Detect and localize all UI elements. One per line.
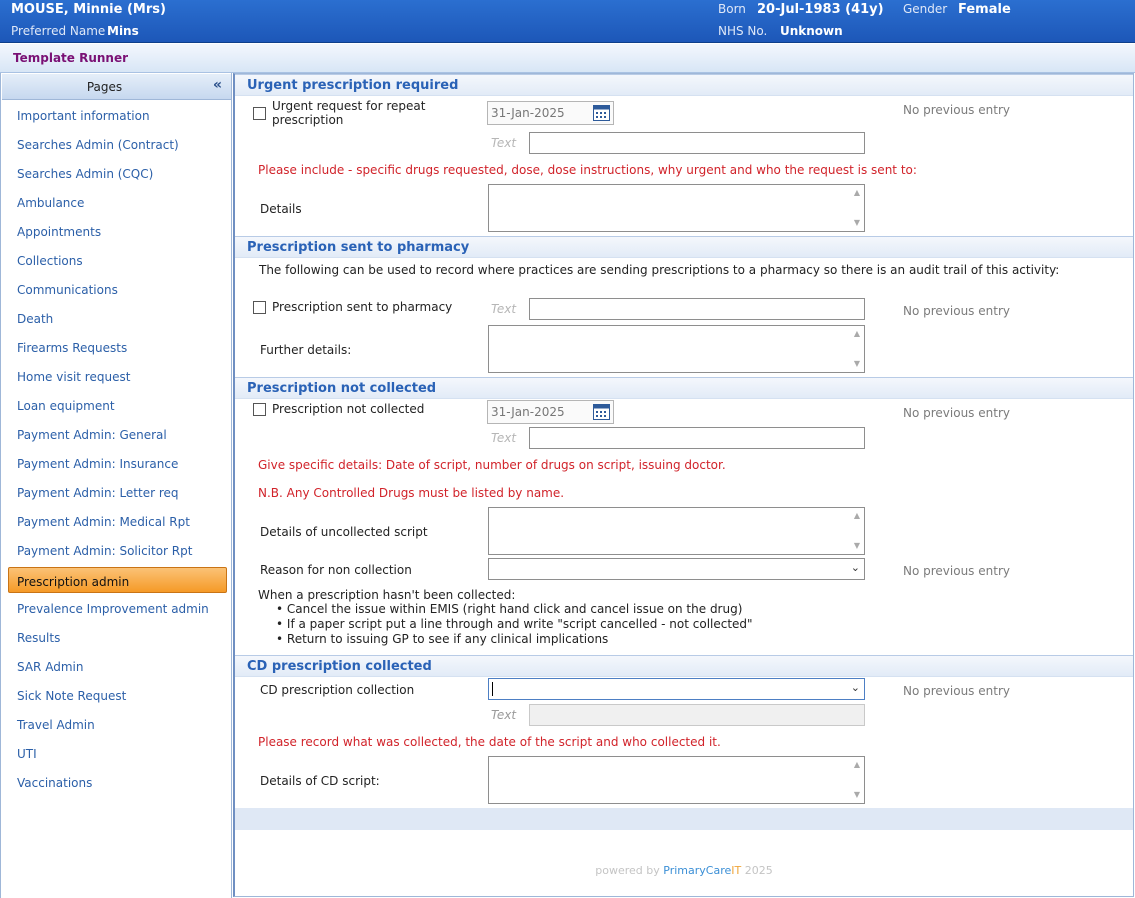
guidance-text: Return to issuing GP to see if any clinical implications	[286, 632, 609, 646]
sidebar-item[interactable]: Communications	[17, 283, 118, 297]
sidebar-item[interactable]: Ambulance	[17, 196, 85, 210]
sidebar-item[interactable]: Sick Note Request	[17, 689, 127, 703]
scroll-down-icon[interactable]: ▼	[853, 790, 861, 799]
urgent-text-placeholder-label: Text	[491, 136, 517, 150]
cd-collection-label: CD prescription collection	[260, 683, 415, 697]
sidebar-item[interactable]: Results	[17, 631, 61, 645]
sidebar-item[interactable]: Loan equipment	[17, 399, 115, 413]
scroll-down-icon[interactable]: ▼	[853, 218, 861, 227]
cd-no-previous-entry: No previous entry	[903, 684, 1010, 698]
bullet-icon: •	[276, 617, 287, 631]
not-collected-date-value: 31-Jan-2025	[491, 405, 565, 419]
sidebar-item[interactable]: Important information	[17, 109, 150, 123]
not-collected-no-previous-entry: No previous entry	[903, 406, 1010, 420]
scroll-down-icon[interactable]: ▼	[853, 359, 861, 368]
urgent-details-textarea[interactable]	[488, 184, 865, 232]
template-runner-bar	[0, 44, 1135, 73]
not-collected-label: Prescription not collected	[272, 402, 425, 416]
template-runner-title: Template Runner	[13, 51, 129, 65]
sidebar-item[interactable]: Searches Admin (CQC)	[17, 167, 154, 181]
sidebar-item[interactable]: Searches Admin (Contract)	[17, 138, 179, 152]
pages-header	[2, 74, 231, 100]
sidebar-item[interactable]: Appointments	[17, 225, 102, 239]
urgent-request-label-line2: prescription	[272, 113, 344, 127]
guidance-list	[276, 602, 753, 647]
patient-name: MOUSE, Minnie (Mrs)	[11, 2, 166, 17]
cd-collection-dropdown[interactable]	[488, 678, 865, 700]
preferred-name-label: Preferred Name	[11, 24, 106, 38]
reason-non-collection-dropdown[interactable]	[488, 558, 865, 580]
nhs-number-label: NHS No.	[718, 24, 768, 38]
sidebar-item[interactable]: Payment Admin: Letter req	[17, 486, 179, 500]
scroll-up-icon[interactable]: ▲	[853, 188, 861, 197]
scroll-up-icon[interactable]: ▲	[853, 511, 861, 520]
not-collected-instruction-2: N.B. Any Controlled Drugs must be listed by name.	[258, 486, 565, 500]
pages-sidebar	[0, 73, 232, 898]
sidebar-item[interactable]: Home visit request	[17, 370, 131, 384]
form-footer-band	[235, 808, 1133, 830]
section-title-urgent: Urgent prescription required	[247, 78, 459, 93]
guidance-text: If a paper script put a line through and write "script cancelled - not collected"	[286, 617, 753, 631]
scroll-up-icon[interactable]: ▲	[853, 329, 861, 338]
guidance-item	[276, 602, 753, 617]
sidebar-item[interactable]: Firearms Requests	[17, 341, 128, 355]
chevron-down-icon[interactable]: ⌄	[850, 561, 860, 574]
cd-instruction: Please record what was collected, the date of the script and who collected it.	[258, 735, 721, 749]
urgent-date-picker[interactable]	[487, 101, 614, 125]
nhs-number-value: Unknown	[780, 24, 843, 38]
uncollected-details-label: Details of uncollected script	[260, 525, 428, 539]
born-label: Born	[718, 2, 746, 16]
template-form	[233, 73, 1134, 897]
sidebar-item[interactable]: Payment Admin: Insurance	[17, 457, 179, 471]
preferred-name-value: Mins	[107, 24, 139, 38]
guidance-item	[276, 632, 753, 647]
cd-details-textarea[interactable]	[488, 756, 865, 804]
section-header-not-collected	[235, 377, 1133, 399]
calendar-icon[interactable]	[593, 105, 610, 121]
cd-text-placeholder-label: Text	[491, 708, 517, 722]
pharmacy-sent-checkbox[interactable]	[253, 301, 266, 314]
not-collected-instruction-1: Give specific details: Date of script, number of drugs on script, issuing doctor.	[258, 458, 726, 472]
scroll-up-icon[interactable]: ▲	[853, 760, 861, 769]
gender-label: Gender	[903, 2, 948, 16]
patient-banner	[0, 0, 1135, 43]
scroll-down-icon[interactable]: ▼	[853, 541, 861, 550]
gender-value: Female	[958, 2, 1011, 17]
section-header-cd	[235, 655, 1133, 677]
urgent-request-checkbox[interactable]	[253, 107, 266, 120]
urgent-details-label: Details	[260, 202, 302, 216]
guidance-title: When a prescription hasn't been collected:	[258, 588, 516, 602]
guidance-text: Cancel the issue within EMIS (right hand click and cancel issue on the drug)	[286, 602, 743, 616]
reason-non-collection-label: Reason for non collection	[260, 563, 412, 577]
section-title-cd: CD prescription collected	[247, 659, 432, 674]
section-title-pharmacy: Prescription sent to pharmacy	[247, 240, 470, 255]
collapse-chevron-icon[interactable]: «	[213, 77, 223, 93]
sidebar-item[interactable]: Travel Admin	[17, 718, 95, 732]
urgent-instruction: Please include - specific drugs requested, dose, dose instructions, why urgent and who the request is sent to:	[258, 163, 917, 177]
brand-primarycare: PrimaryCare	[663, 864, 732, 877]
footer-year: 2025	[744, 864, 773, 877]
section-title-not-collected: Prescription not collected	[247, 381, 437, 396]
sidebar-item[interactable]: Payment Admin: Medical Rpt	[17, 515, 190, 529]
urgent-request-label-line1: Urgent request for repeat	[272, 99, 426, 113]
sidebar-item[interactable]: UTI	[17, 747, 37, 761]
text-caret	[492, 682, 493, 696]
bullet-icon: •	[276, 602, 287, 616]
not-collected-date-picker[interactable]	[487, 400, 614, 424]
pharmacy-text-placeholder-label: Text	[491, 302, 517, 316]
not-collected-checkbox[interactable]	[253, 403, 266, 416]
guidance-item	[276, 617, 753, 632]
pages-title: Pages	[86, 80, 123, 94]
sidebar-item[interactable]: Payment Admin: Solicitor Rpt	[17, 544, 193, 558]
pharmacy-intro: The following can be used to record where practices are sending prescriptions to a pharmacy so there is an audit trail of this activity:	[259, 263, 1060, 277]
pharmacy-sent-label: Prescription sent to pharmacy	[272, 300, 453, 314]
uncollected-details-textarea[interactable]	[488, 507, 865, 555]
section-header-pharmacy	[235, 236, 1133, 258]
urgent-date-value: 31-Jan-2025	[491, 106, 565, 120]
brand-it: IT	[731, 864, 742, 877]
born-value: 20-Jul-1983 (41y)	[757, 2, 884, 17]
bullet-icon: •	[276, 632, 287, 646]
pharmacy-text-field[interactable]	[529, 298, 865, 320]
cd-text-field[interactable]	[529, 704, 865, 726]
chevron-down-icon[interactable]: ⌄	[850, 681, 860, 694]
pharmacy-further-textarea[interactable]	[488, 325, 865, 373]
sidebar-item[interactable]: SAR Admin	[17, 660, 84, 674]
pharmacy-further-label: Further details:	[260, 343, 352, 357]
urgent-text-field[interactable]	[529, 132, 865, 154]
sidebar-item[interactable]: Payment Admin: General	[17, 428, 167, 442]
cd-details-label: Details of CD script:	[260, 774, 380, 788]
sidebar-item[interactable]: Death	[17, 312, 54, 326]
sidebar-item-active[interactable]: Prescription admin	[17, 575, 130, 589]
powered-by-footer	[235, 864, 1133, 877]
calendar-icon[interactable]	[593, 404, 610, 420]
section-header-urgent	[235, 74, 1133, 96]
not-collected-text-field[interactable]	[529, 427, 865, 449]
reason-no-previous-entry: No previous entry	[903, 564, 1010, 578]
powered-by-text: powered by	[595, 864, 660, 877]
not-collected-text-placeholder-label: Text	[491, 431, 517, 445]
sidebar-item[interactable]: Vaccinations	[17, 776, 93, 790]
urgent-no-previous-entry: No previous entry	[903, 103, 1010, 117]
sidebar-item[interactable]: Prevalence Improvement admin	[17, 602, 209, 616]
pharmacy-no-previous-entry: No previous entry	[903, 304, 1010, 318]
sidebar-item[interactable]: Collections	[17, 254, 83, 268]
